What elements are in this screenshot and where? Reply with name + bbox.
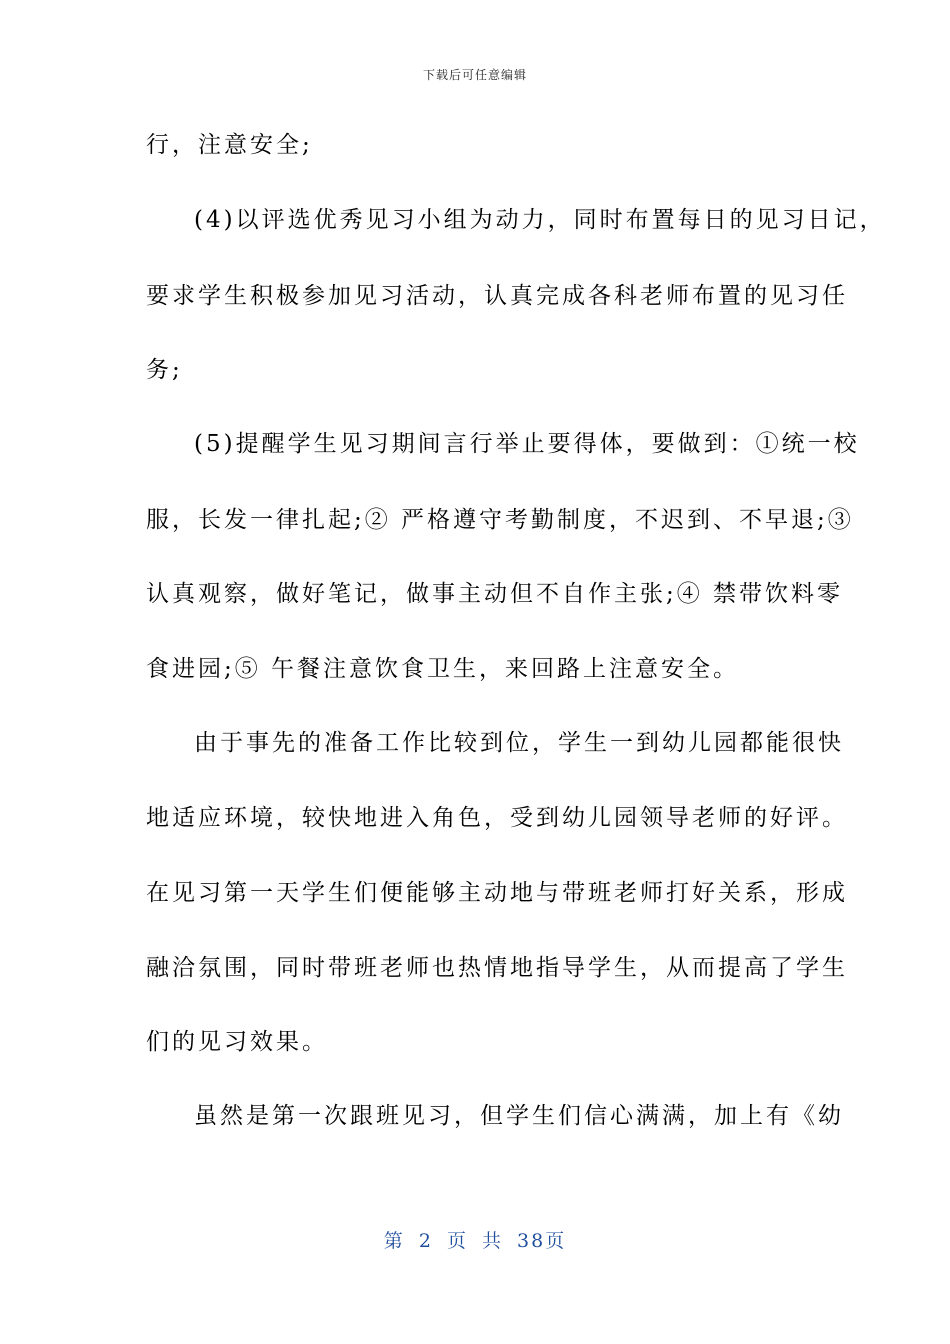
body-line: 要求学生积极参加见习活动，认真完成各科老师布置的见习任 [146, 283, 848, 309]
header-note: 下载后可任意编辑 [422, 68, 527, 82]
body-line: (5)提醒学生见习期间言行举止要得体，要做到：①统一校 [194, 431, 860, 457]
body-line: 们的见习效果。 [146, 1029, 328, 1055]
body-line: 务; [146, 357, 183, 383]
body-line: 食进园;⑤ 午餐注意饮食卫生，来回路上注意安全。 [146, 656, 740, 682]
body-line: 融洽氛围，同时带班老师也热情地指导学生，从而提高了学生 [146, 955, 848, 981]
body-line: 服，长发一律扎起;② 严格遵守考勤制度，不迟到、不早退;③ [146, 507, 854, 533]
body-line: 虽然是第一次跟班见习，但学生们信心满满，加上有《幼 [194, 1103, 844, 1129]
body-line: (4)以评选优秀见习小组为动力，同时布置每日的见习日记， [194, 207, 886, 233]
page-number: 第 2 页 共 38页 [383, 1230, 567, 1252]
body-line: 认真观察，做好笔记，做事主动但不自作主张;④ 禁带饮料零 [146, 581, 844, 607]
body-line: 由于事先的准备工作比较到位，学生一到幼儿园都能很快 [194, 730, 844, 756]
body-line: 地适应环境，较快地进入角色，受到幼儿园领导老师的好评。 [146, 805, 848, 831]
body-line: 在见习第一天学生们便能够主动地与带班老师打好关系，形成 [146, 880, 848, 906]
body-line: 行，注意安全; [146, 132, 313, 158]
